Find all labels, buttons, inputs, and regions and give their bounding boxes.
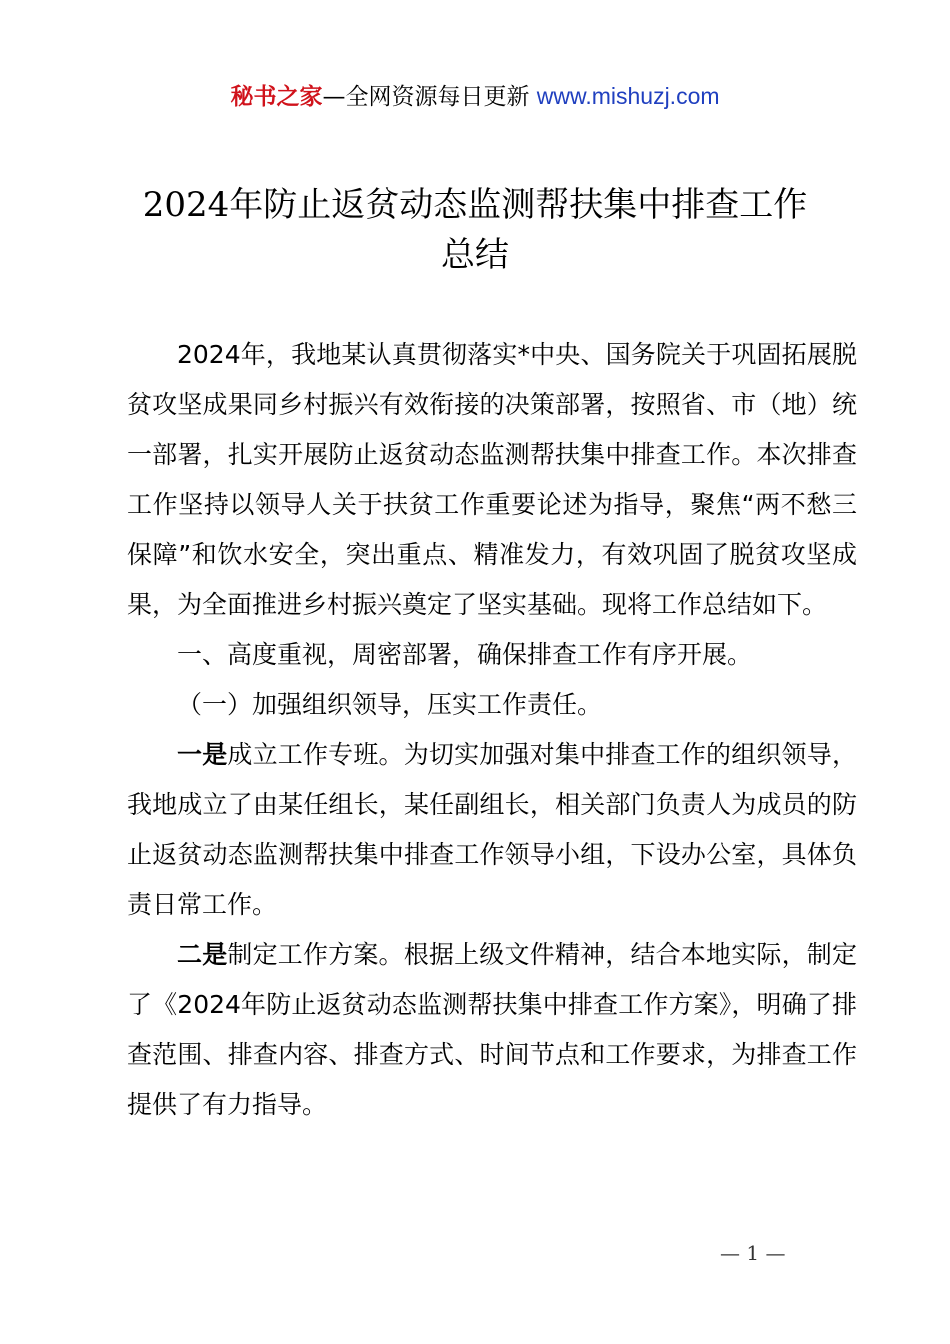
document-title [100, 180, 850, 280]
site-header [0, 80, 950, 113]
document-body [127, 330, 857, 1130]
title-line-2: 总结 [441, 235, 509, 275]
subsection-heading-1: （一）加强组织领导，压实工作责任。 [177, 690, 603, 719]
title-line-1: 2024年防止返贫动态监测帮扶集中排查工作 [142, 185, 808, 225]
section-heading-1: 一、高度重视，周密部署，确保排查工作有序开展。 [177, 640, 753, 669]
site-url-link[interactable]: www.mishuzj.com [536, 83, 720, 109]
point-two-lead: 二是 [177, 940, 228, 969]
point-one-lead: 一是 [177, 740, 228, 769]
point-one-paragraph [127, 730, 857, 930]
point-two-paragraph [127, 930, 857, 1130]
point-two-text: 制定工作方案。根据上级文件精神，结合本地实际，制定了《2024年防止返贫动态监测帮扶集中排查工作方案》，明确了排查范围、排查内容、排查方式、时间节点和工作要求，为排查工作提供了有力指导。 [127, 940, 857, 1119]
page-number: — 1 — [720, 1241, 786, 1265]
intro-paragraph: 2024年，我地某认真贯彻落实*中央、国务院关于巩固拓展脱贫攻坚成果同乡村振兴有效衔接的决策部署，按照省、市（地）统一部署，扎实开展防止返贫动态监测帮扶集中排查工作。本次排查工作坚持以领导人关于扶贫工作重要论述为指导，聚焦“两不愁三保障”和饮水安全，突出重点、精准发力，有效巩固了脱贫攻坚成果，为全面推进乡村振兴奠定了坚实基础。现将工作总结如下。 [127, 340, 857, 619]
header-slogan: —全网资源每日更新 [322, 84, 530, 110]
point-one-text: 成立工作专班。为切实加强对集中排查工作的组织领导，我地成立了由某任组长，某任副组长，相关部门负责人为成员的防止返贫动态监测帮扶集中排查工作领导小组，下设办公室，具体负责日常工作。 [127, 740, 857, 919]
brand-name: 秘书之家 [230, 84, 323, 110]
